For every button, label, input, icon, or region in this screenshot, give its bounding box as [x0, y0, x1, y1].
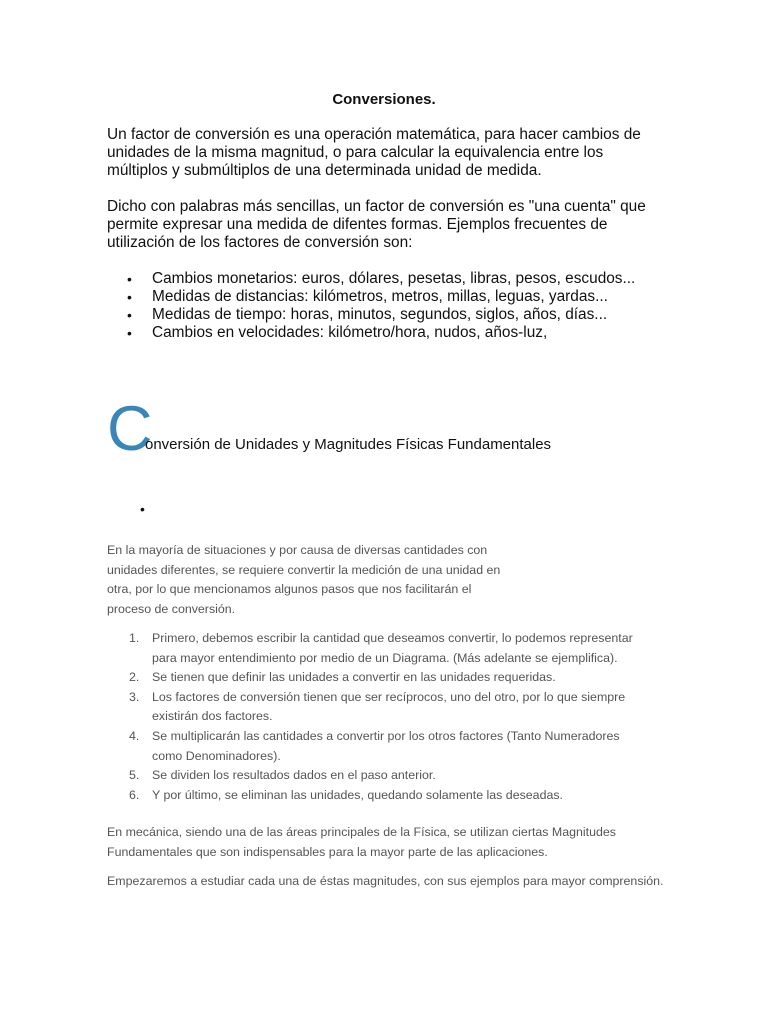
list-item	[107, 629, 647, 668]
document-title: Conversiones.	[332, 91, 436, 108]
step-number: 6.	[129, 787, 140, 802]
step-text: Se tienen que definir las unidades a convertir en las unidades requeridas.	[152, 670, 556, 685]
list-item	[107, 727, 647, 766]
examples-list	[107, 270, 635, 342]
intro-paragraph: Un factor de conversión es una operación matemática, para hacer cambios de unidades de la misma magnitud, o para calcular la equivalencia entre los múltiplos y submúltiplos de una determinada unidad de medida.	[107, 126, 641, 179]
step-number: 3.	[129, 689, 140, 704]
mechanics-paragraph: En mecánica, siendo una de las áreas principales de la Física, se utilizan ciertas Magnitudes Fundamentales que son indispensables para la mayor parte de las aplicaciones.	[107, 825, 616, 859]
list-item: • Cambios en velocidades: kilómetro/hora, nudos, años-luz,	[107, 324, 635, 342]
list-item	[107, 786, 647, 806]
step-number: 2.	[129, 670, 140, 685]
step-text: Se multiplicarán las cantidades a convertir por los otros factores (Tanto Numeradores como Denominadores).	[152, 728, 620, 763]
step-number: 5.	[129, 768, 140, 783]
empty-bullet: •	[140, 501, 145, 517]
step-number: 1.	[129, 631, 140, 645]
examples-intro-paragraph: Dicho con palabras más sencillas, un factor de conversión es "una cuenta" que permite expresar una medida de difentes formas. Ejemplos frecuentes de utilización de los factores de conversión son:	[107, 198, 646, 251]
list-item	[107, 766, 647, 786]
step-text: Y por último, se eliminan las unidades, quedando solamente las deseadas.	[152, 787, 563, 802]
section-heading-text: onversión de Unidades y Magnitudes Físicas Fundamentales	[145, 436, 552, 453]
step-text: Primero, debemos escribir la cantidad que deseamos convertir, lo podemos representar para mayor entendimiento por medio de un Diagrama. (Más adelante se ejemplifica).	[152, 631, 633, 665]
steps-list	[107, 629, 647, 805]
process-intro-paragraph: En la mayoría de situaciones y por causa de diversas cantidades con unidades diferentes, se requiere convertir la medición de una unidad en otra, por lo que mencionamos algunos pasos que nos facilitarán el proceso de conversión.	[107, 543, 501, 616]
drop-cap: C	[107, 394, 153, 464]
list-item	[107, 688, 647, 727]
list-item	[107, 668, 647, 688]
list-item: • Medidas de tiempo: horas, minutos, segundos, siglos, años, días...	[107, 306, 635, 324]
list-item: • Medidas de distancias: kilómetros, metros, millas, leguas, yardas...	[107, 288, 635, 306]
closing-paragraph: Empezaremos a estudiar cada una de éstas magnitudes, con sus ejemplos para mayor comprensión.	[107, 874, 664, 888]
step-number: 4.	[129, 728, 140, 743]
list-item: • Cambios monetarios: euros, dólares, pesetas, libras, pesos, escudos...	[107, 270, 635, 288]
step-text: Se dividen los resultados dados en el paso anterior.	[152, 768, 436, 783]
step-text: Los factores de conversión tienen que ser recíprocos, uno del otro, por lo que siempre existirán dos factores.	[152, 689, 626, 724]
